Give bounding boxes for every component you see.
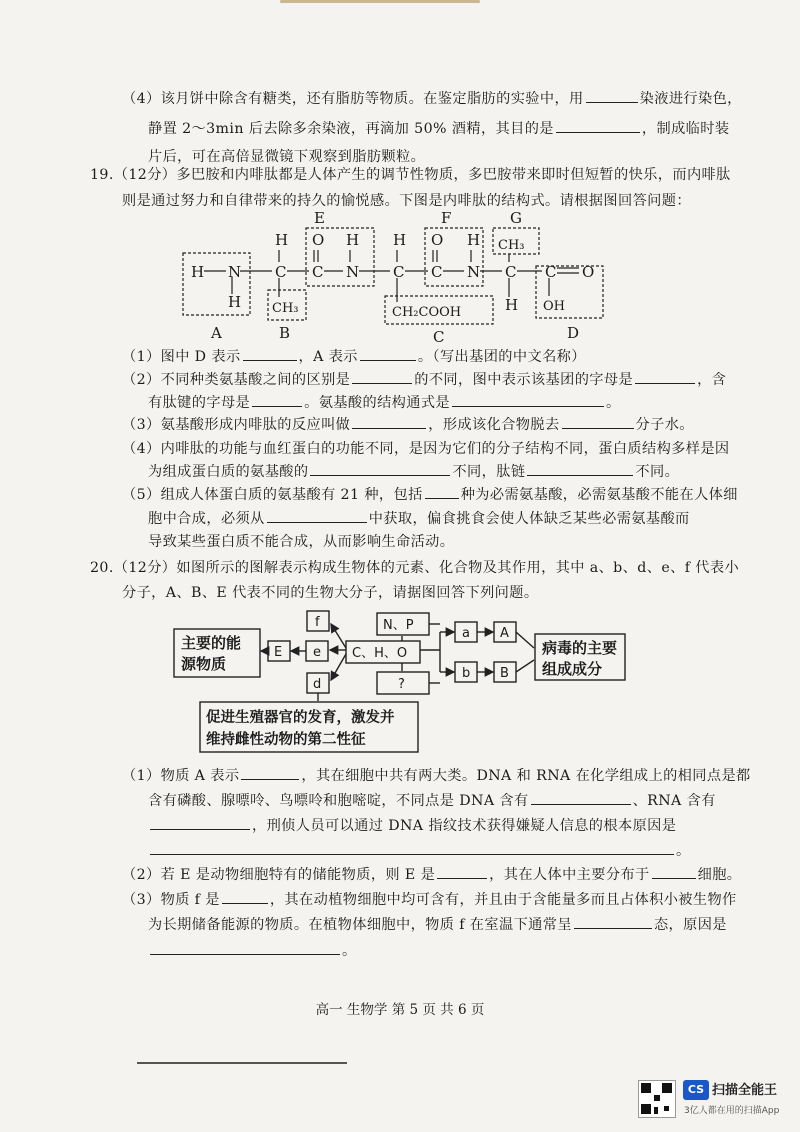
energy-label-line1: 主要的能: [181, 634, 242, 652]
atom-H: H: [467, 231, 481, 249]
box-B: [494, 662, 516, 682]
group-OH: OH: [543, 299, 565, 314]
label-A: A: [211, 324, 222, 342]
answer-blank[interactable]: [222, 902, 268, 904]
node-E: E: [274, 645, 283, 660]
atom-C: C: [275, 263, 287, 281]
q20-part3-line3: 。: [148, 940, 357, 960]
node-f: f: [315, 615, 320, 630]
node-unknown: ?: [398, 677, 405, 692]
answer-blank[interactable]: [150, 828, 250, 830]
scanner-logo-icon: CS: [683, 1080, 709, 1100]
q18-part4-line2: 静置 2～3min 后去除多余染液，再滴加 50% 酒精，其目的是 ，制成临时装: [148, 121, 730, 137]
atom-C: C: [431, 263, 443, 281]
q20-part1-line4: 。: [148, 840, 691, 860]
atom-O: O: [582, 263, 595, 281]
q20-part1-line1: （1）物质 A 表示 ，其在细胞中共有两大类。DNA 和 RNA 在化学组成上的相同点是都: [122, 768, 751, 784]
atom-O: O: [431, 231, 444, 249]
atom-C: C: [505, 263, 517, 281]
atom-H: H: [191, 263, 205, 281]
q19-part5-line1: （5）组成人体蛋白质的氨基酸有 21 种，包括 种为必需氨基酸，必需氨基酸不能在人体细: [122, 487, 738, 503]
scanner-tagline: 3亿人都在用的扫描App: [684, 1106, 780, 1116]
q19-part2-line1: （2）不同种类氨基酸之间的区别是 的不同，图中表示该基团的字母是 ，含: [122, 372, 727, 388]
q19-intro-line1: 19.（12分）多巴胺和内啡肽都是人体产生的调节性物质，多巴胺带来即时但短暂的快乐，而内啡肽: [90, 167, 731, 183]
q19-part1: （1）图中 D 表示 ，A 表示 。（写出基团的中文名称）: [122, 349, 586, 365]
label-F: F: [441, 209, 452, 227]
q19-part4-line1: （4）内啡肽的功能与血红蛋白的功能不同，是因为它们的分子结构不同，蛋白质结构多样是因: [122, 441, 730, 457]
atom-C: C: [393, 263, 405, 281]
node-CHO: C、H、O: [352, 646, 408, 661]
box-D: [536, 266, 603, 318]
answer-blank[interactable]: [241, 778, 299, 780]
box-e: [306, 641, 328, 661]
q20-part3-line2: 为长期储备能源的物质。在植物体细胞中，物质 f 在室温下通常呈 态，原因是: [148, 917, 727, 933]
answer-blank[interactable]: [586, 101, 638, 103]
label-E: E: [314, 209, 325, 227]
q18-part4-line1: （4）该月饼中除含有糖类，还有脂肪等物质。在鉴定脂肪的实验中，用 染液进行染色，: [122, 91, 742, 107]
label-G: G: [510, 209, 522, 227]
answer-blank[interactable]: [562, 427, 634, 429]
atom-O: O: [312, 231, 325, 249]
answer-blank[interactable]: [452, 405, 604, 407]
q19-part5-line2: 胞中合成，必须从 中获取，偏食挑食会使人体缺乏某些必需氨基酸而: [148, 511, 690, 527]
box-E: [268, 641, 290, 661]
answer-blank[interactable]: [635, 382, 695, 384]
answer-blank[interactable]: [252, 405, 302, 407]
answer-blank[interactable]: [360, 359, 416, 361]
box-d: [307, 673, 329, 693]
group-CH3: CH₃: [498, 238, 525, 253]
box-CHO: [346, 641, 420, 663]
repro-label-line1: 促进生殖器官的发育，激发并: [206, 710, 395, 726]
box-B: [268, 290, 306, 320]
answer-blank[interactable]: [574, 927, 652, 929]
atom-N: N: [228, 263, 242, 281]
node-B: B: [500, 666, 509, 681]
answer-blank[interactable]: [352, 382, 412, 384]
box-C: [385, 296, 493, 324]
label-D: D: [567, 324, 580, 342]
answer-blank[interactable]: [527, 474, 633, 476]
virus-label-line1: 病毒的主要: [542, 639, 618, 657]
answer-blank[interactable]: [352, 427, 426, 429]
qr-code-icon: [638, 1080, 676, 1118]
box-E: [306, 228, 374, 286]
atom-H: H: [228, 293, 242, 311]
answer-blank[interactable]: [243, 359, 297, 361]
q20-part1-line3: ，刑侦人员可以通过 DNA 指纹技术获得嫌疑人信息的根本原因是: [148, 815, 676, 835]
box-f: [307, 611, 329, 631]
atom-H: H: [393, 231, 407, 249]
node-b: b: [462, 666, 471, 681]
box-virus: [535, 634, 625, 680]
node-e: e: [313, 645, 321, 660]
q19-intro-line2: 则是通过努力和自律带来的持久的愉悦感。下图是内啡肽的结构式。请根据图回答问题：: [122, 193, 691, 209]
atom-H: H: [505, 296, 519, 314]
group-CH3: CH₃: [272, 301, 299, 316]
box-NP: [377, 613, 429, 635]
atom-H: H: [346, 231, 360, 249]
node-A: A: [500, 626, 509, 641]
label-B: B: [279, 324, 291, 342]
box-a: [455, 622, 477, 642]
q19-part4-line2: 为组成蛋白质的氨基酸的 不同，肽链 不同。: [148, 464, 680, 480]
atom-H: H: [275, 231, 289, 249]
q20-intro-line1: 20.（12分）如图所示的图解表示构成生物体的元素、化合物及其作用，其中 a、b、d、e、f 代表小: [90, 560, 740, 576]
answer-blank[interactable]: [437, 877, 487, 879]
box-b: [455, 662, 477, 682]
page-footer: 高一 生物学 第 5 页 共 6 页: [315, 1002, 485, 1018]
q20-intro-line2: 分子，A、B、E 代表不同的生物大分子，请据图回答下列问题。: [122, 585, 539, 601]
box-A: [183, 253, 250, 315]
node-d: d: [313, 677, 322, 692]
group-CH2COOH: CH₂COOH: [392, 305, 462, 320]
atom-N: N: [346, 263, 360, 281]
answer-blank[interactable]: [425, 497, 459, 499]
virus-label-line2: 组成成分: [542, 660, 603, 678]
q19-part2-line2: 有肽键的字母是 。氨基酸的结构通式是 。: [148, 395, 621, 411]
box-unknown: [377, 672, 429, 694]
q20-part1-line2: 含有磷酸、腺嘌呤、鸟嘌呤和胞嘧啶，不同点是 DNA 含有 、RNA 含有: [148, 793, 716, 809]
node-NP: N、P: [383, 618, 414, 633]
atom-C: C: [545, 263, 557, 281]
answer-blank[interactable]: [531, 803, 631, 805]
answer-blank[interactable]: [267, 521, 367, 523]
q19-part5-line3: 导致某些蛋白质不能合成，从而影响生命活动。: [148, 534, 455, 550]
answer-blank[interactable]: [150, 853, 674, 855]
q20-part3-line1: （3）物质 f 是 ，其在动植物细胞中均可含有，并且由于含能量多而且占体积小被生物作: [122, 892, 737, 908]
page-edge-mark: [280, 0, 480, 3]
box-A: [494, 622, 516, 642]
divider: [137, 1062, 347, 1064]
box-F: [425, 228, 483, 286]
atom-N: N: [467, 263, 481, 281]
box-energy: [174, 629, 260, 677]
answer-blank[interactable]: [150, 953, 340, 955]
answer-blank[interactable]: [310, 474, 450, 476]
node-a: a: [462, 626, 470, 641]
q19-part3: （3）氨基酸形成内啡肽的反应叫做 ，形成该化合物脱去 分子水。: [122, 417, 694, 433]
box-G: [493, 228, 539, 254]
atom-C: C: [312, 263, 324, 281]
scanner-brand: 扫描全能王: [712, 1083, 778, 1098]
q18-part4-line3: 片后，可在高倍显微镜下观察到脂肪颗粒。: [148, 149, 426, 165]
q20-part2: （2）若 E 是动物细胞特有的储能物质，则 E 是 ，其在人体中主要分布于 细胞。: [122, 867, 742, 883]
box-reproduction: [200, 702, 418, 752]
label-C: C: [433, 328, 445, 346]
energy-label-line2: 源物质: [181, 655, 227, 673]
repro-label-line2: 维持雌性动物的第二性征: [206, 732, 366, 748]
answer-blank[interactable]: [652, 877, 696, 879]
answer-blank[interactable]: [556, 131, 640, 133]
